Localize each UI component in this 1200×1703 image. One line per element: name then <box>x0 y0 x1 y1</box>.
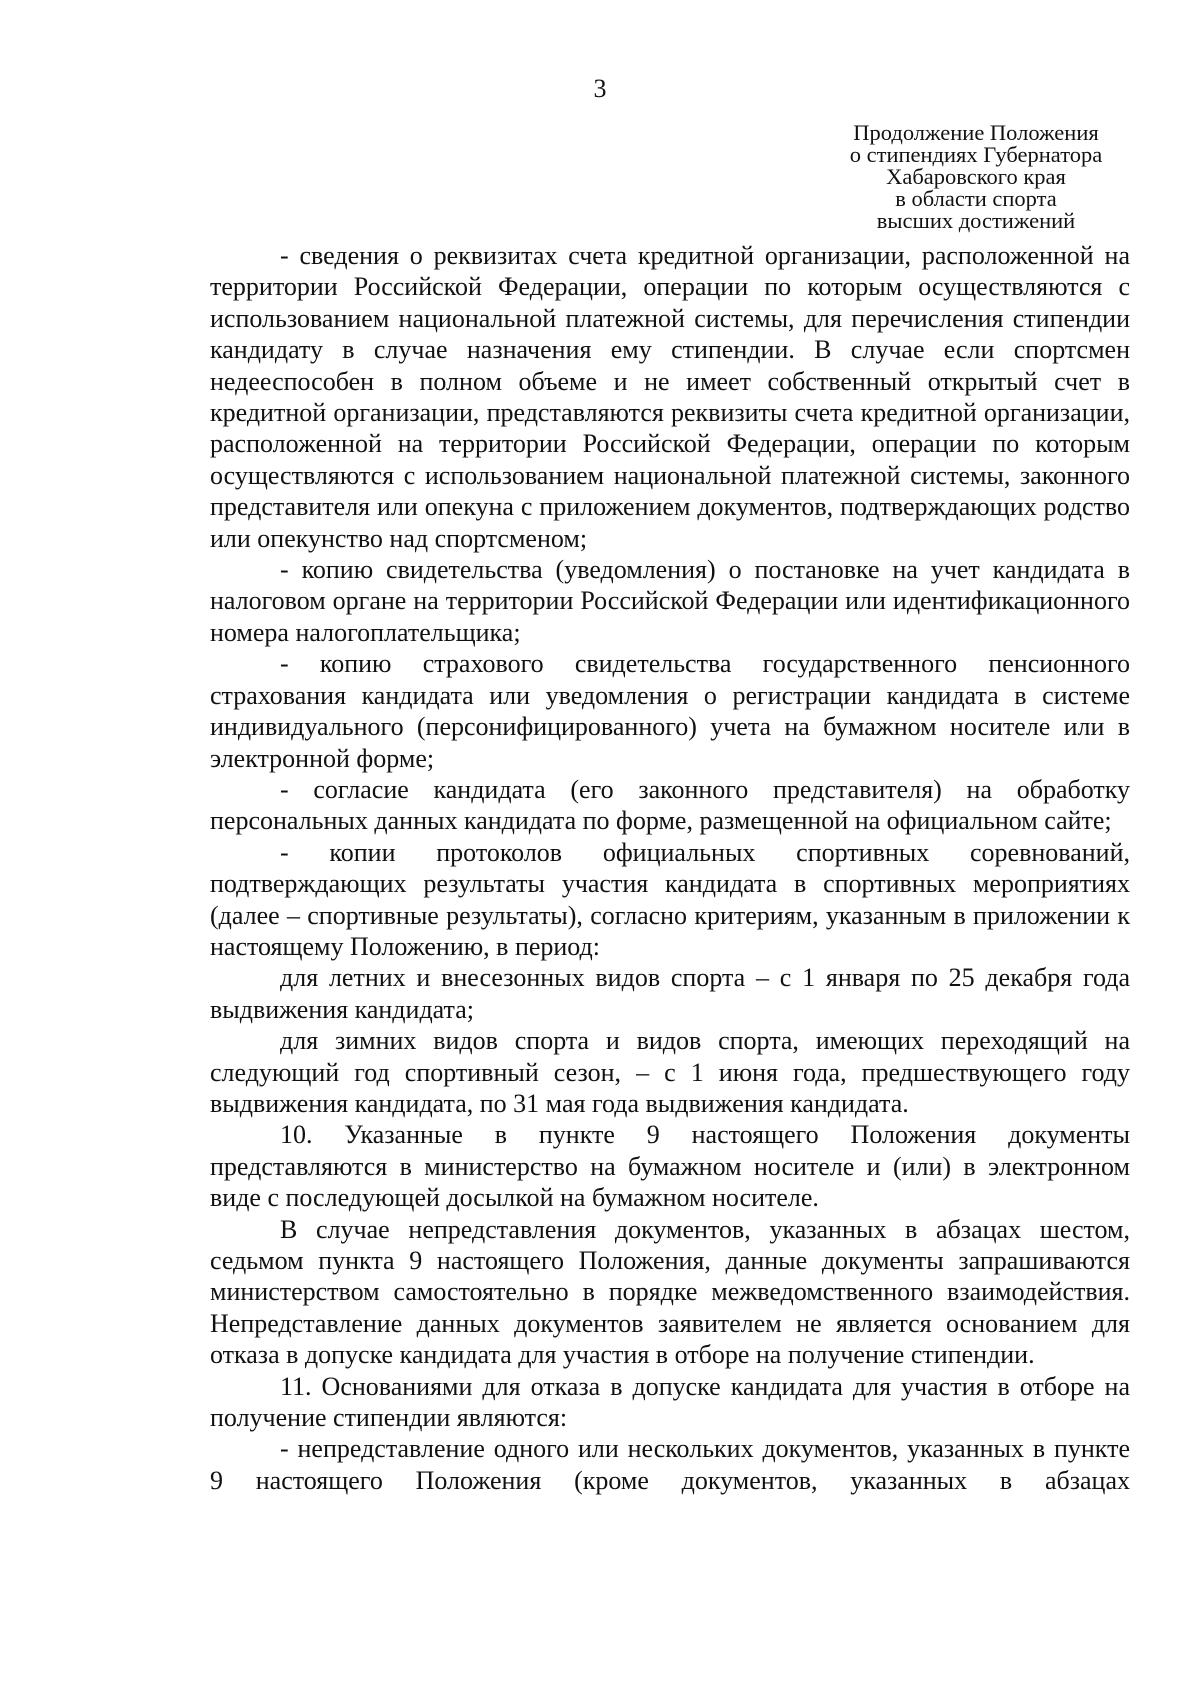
paragraph-clause-11: 11. Основаниями для отказа в допуске кандидата для участия в отборе на получение стипендии являются: <box>210 1371 1130 1433</box>
header-note-line: Хабаровского края <box>886 164 1066 189</box>
document-body <box>210 240 1130 1496</box>
paragraph-clause-10: 10. Указанные в пункте 9 настоящего Положения документы представляются в министерство на бумажном носителе и (или) в электронном виде с последующей досылкой на бумажном носителе. <box>210 1120 1130 1213</box>
paragraph-summer-sports: для летних и внесезонных видов спорта – с 1 января по 25 декабря года выдвижения кандидата; <box>210 963 1130 1024</box>
paragraph-competition-protocols: - копии протоколов официальных спортивных соревнований, подтверждающих результаты участия кандидата в спортивных мероприятиях (далее – спортивные результаты), согласно критериям, указанным в приложении к настоящему Положению, в период: <box>210 837 1130 961</box>
paragraph-winter-sports: для зимних видов спорта и видов спорта, имеющих переходящий на следующий год спортивный сезон, – с 1 июня года, предшествующего году выдвижения кандидата, по 31 мая года выдвижения кандидата. <box>210 1026 1130 1118</box>
header-note-line: в области спорта <box>895 186 1057 211</box>
paragraph-bank-details: - сведения о реквизитах счета кредитной организации, расположенной на территории Российской Федерации, операции по которым осуществляются с использованием национальной платежной системы, для перечисления стипендии кандидату в случае назначения ему стипендии. В случае если спортсмен недееспособен в полном объеме и не имеет собственный открытый счет в кредитной организации, представляются реквизиты счета кредитной организации, расположенной на территории Российской Федерации, операции по которым осуществляются с использованием национальной платежной системы, законного представителя или опекуна с приложением документов, подтверждающих родство или опекунство над спортсменом; <box>210 241 1130 553</box>
paragraph-pension-certificate: - копию страхового свидетельства государственного пенсионного страхования кандидата или уведомления о регистрации кандидата в системе индивидуального (персонифицированного) учета на бумажном носителе или в электронной форме; <box>210 649 1130 773</box>
page-number: 3 <box>593 74 607 103</box>
header-note-line: Продолжение Положения <box>853 120 1099 145</box>
paragraph-data-consent: - согласие кандидата (его законного представителя) на обработку персональных данных кандидата по форме, размещенной на официальном сайте; <box>210 774 1130 836</box>
header-note-line: о стипендиях Губернатора <box>849 142 1103 167</box>
paragraph-tax-certificate: - копию свидетельства (уведомления) о постановке на учет кандидата в налоговом органе на территории Российской Федерации или идентификационного номера налогоплательщика; <box>210 555 1130 647</box>
header-note <box>820 122 1132 232</box>
paragraph-refusal-grounds: - непредставление одного или нескольких документов, указанных в пункте 9 настоящего Положения (кроме документов, указанных в абзацах <box>210 1434 1130 1495</box>
paragraph-interagency-request: В случае непредставления документов, указанных в абзацах шестом, седьмом пункта 9 настоящего Положения, данные документы запрашиваются министерством самостоятельно в порядке межведомственного взаимодействия. Непредставление данных документов заявителем не является основанием для отказа в допуске кандидата для участия в отборе на получение стипендии. <box>210 1214 1130 1370</box>
header-note-line: высших достижений <box>876 208 1076 233</box>
